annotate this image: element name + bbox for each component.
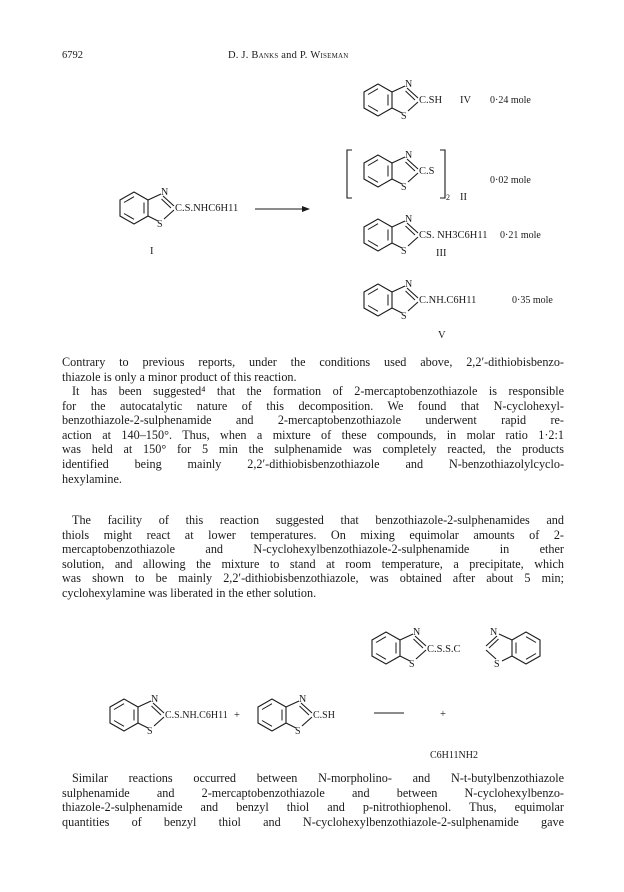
author-wiseman: Wiseman: [310, 50, 349, 61]
text-line: thiazole is only a minor product of this reaction.: [62, 369, 297, 384]
text-line: The facility of this reaction suggested that benzothiazole-2-sulphenamides and: [72, 513, 564, 527]
reactant-thiol-structure: [258, 694, 335, 737]
atom-n: N: [405, 214, 413, 225]
reactant-i-substituent: C.S.NHC6H11: [175, 203, 239, 214]
author-banks: Banks: [251, 50, 279, 61]
product-iii-substituent: CS. NH3C6H11: [419, 230, 488, 241]
text-line: action at 140–150°. Thus, when a mixture of these compounds, in molar ratio 1·2:1: [62, 427, 564, 442]
atom-s: S: [147, 726, 153, 737]
product-iv-structure: [364, 79, 442, 122]
reaction-scheme-2: [0, 600, 624, 765]
atom-s: S: [401, 111, 407, 122]
product-disulfide-left: [372, 627, 426, 670]
atom-n: N: [151, 694, 159, 705]
plus-sign-2: +: [440, 709, 446, 720]
product-iv-label: IV: [460, 95, 472, 106]
reaction-scheme-1: [0, 0, 624, 345]
paragraph-3: [62, 513, 564, 601]
atom-s: S: [157, 219, 163, 230]
reactant-1-substituent: C.S.NH.C6H11: [165, 710, 228, 721]
atom-s: S: [401, 182, 407, 193]
text-line: solution, and allowing the mixture to stand at room temperature, a precipitate, which: [62, 556, 564, 571]
paragraph-2: [62, 384, 564, 486]
product-iii-amount: 0·21 mole: [500, 230, 541, 241]
atom-n: N: [405, 279, 413, 290]
product-iii-structure: [364, 214, 487, 257]
atom-s: S: [409, 659, 415, 670]
atom-n: N: [161, 187, 169, 198]
text-line: Similar reactions occurred between N-morpholino- and N-t-butylbenzothiazole: [72, 771, 564, 785]
text-line: for the autocatalytic nature of this decomposition. We found that N-cyclohexyl-: [62, 398, 564, 413]
text-line: sulphenamide and 2-mercaptobenzothiazole and between N-cyclohexylbenzo-: [62, 785, 564, 800]
atom-s-right: S: [494, 659, 500, 670]
plus-sign: +: [234, 710, 240, 721]
product-v-amount: 0·35 mole: [512, 295, 553, 306]
text-line: quantities of benzyl thiol and N-cyclohexylbenzothiazole-2-sulphenamide gave: [62, 814, 564, 829]
product-iii-label: III: [436, 248, 447, 259]
paragraph-4: [62, 771, 564, 829]
text-line: was shown to be mainly 2,2′-dithiobisbenzothiazole, was obtained after about 5 min;: [62, 571, 564, 586]
product-amine: C6H11NH2: [430, 750, 478, 761]
product-ii-structure: [364, 150, 435, 193]
text-line: identified being mainly 2,2′-dithiobisbenzothiazole and N-benzothiazolylcyclo-: [62, 456, 564, 471]
reactant-2-substituent: C.SH: [313, 710, 335, 721]
text-line: hexylamine.: [62, 471, 122, 486]
text-line: Contrary to previous reports, under the conditions used above, 2,2′-dithiobisbenzo-: [62, 355, 564, 369]
atom-n: N: [299, 694, 307, 705]
paragraph-1: [62, 355, 564, 384]
atom-s: S: [401, 311, 407, 322]
text-line: mercaptobenzothiazole and N-cyclohexylbenzothiazole-2-sulphenamide in ether: [62, 542, 564, 557]
text-line: It has been suggested⁴ that the formation of 2-mercaptobenzothiazole is responsible: [72, 384, 564, 398]
atom-s: S: [295, 726, 301, 737]
product-v-substituent: C.NH.C6H11: [419, 295, 477, 306]
authors-mid: and P.: [278, 50, 311, 61]
product-v-label: V: [438, 330, 446, 341]
product-ii-substituent: C.S: [419, 166, 435, 177]
arrow-head: [302, 206, 310, 212]
atom-s: S: [401, 246, 407, 257]
text-line: thiazole-2-sulphenamide and benzyl thiol and p-nitrothiophenol. Thus, equimolar: [62, 800, 564, 815]
product-v-structure: [364, 279, 476, 322]
text-line: was held at 150° for 5 min the sulphenamide was completely reacted, the products: [62, 442, 564, 457]
atom-n-right: N: [490, 627, 498, 638]
product-ii-label: II: [460, 192, 467, 203]
text-line: thiols might react at lower temperatures. On mixing equimolar amounts of 2-: [62, 527, 564, 542]
reactant-i-label: I: [150, 246, 154, 257]
product-iv-amount: 0·24 mole: [490, 95, 531, 106]
atom-n: N: [405, 79, 413, 90]
product-ii-amount: 0·02 mole: [490, 175, 531, 186]
authors-prefix: D. J.: [228, 50, 252, 61]
atom-n: N: [405, 150, 413, 161]
reactant-i-structure: [120, 187, 238, 230]
text-line: cyclohexylamine was liberated in the ether solution.: [62, 585, 317, 600]
text-line: benzothiazole-2-sulphenamide and 2-mercaptobenzothiazole underwent rapid re-: [62, 413, 564, 428]
page-number: 6792: [62, 50, 83, 61]
product-iv-substituent: C.SH: [419, 95, 443, 106]
reactant-sulphenamide-structure: [110, 694, 228, 737]
disulfide-linker: C.S.S.C: [427, 644, 461, 655]
atom-n: N: [413, 627, 421, 638]
product-ii-subscript: 2: [446, 193, 450, 202]
